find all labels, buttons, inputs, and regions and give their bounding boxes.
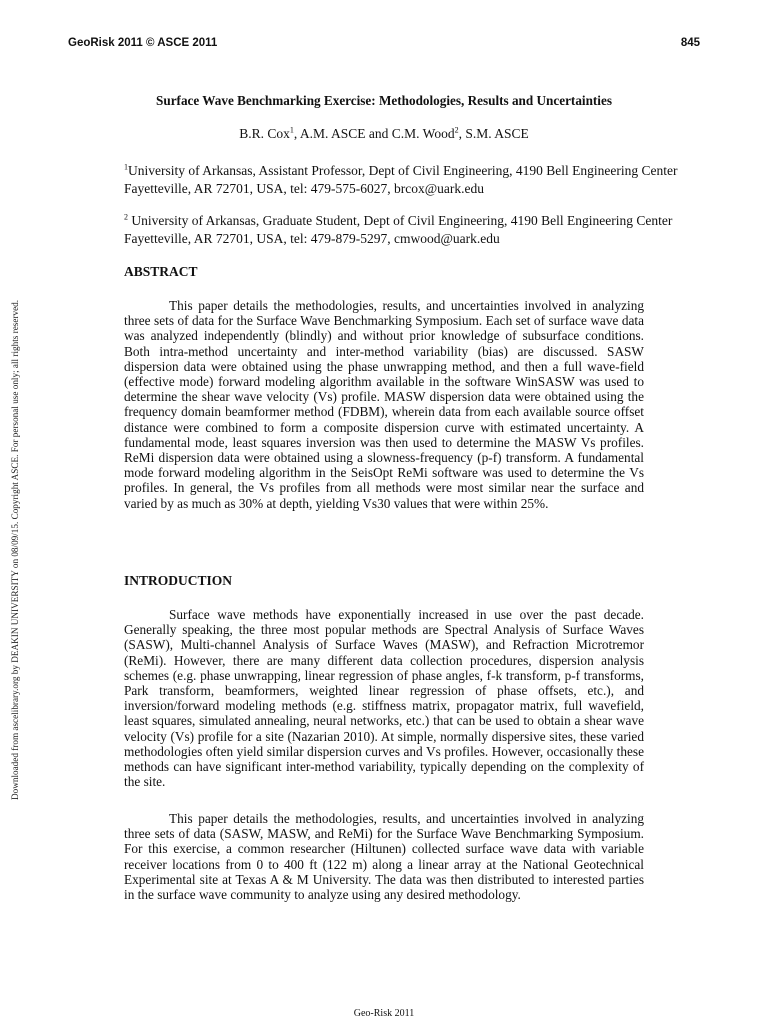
running-header xyxy=(68,37,700,53)
affiliation-2 xyxy=(124,212,708,247)
author-line xyxy=(68,126,700,142)
author-superscript: 2 xyxy=(454,125,459,135)
affiliation-superscript: 2 xyxy=(124,212,128,222)
abstract-heading: ABSTRACT xyxy=(124,264,198,279)
page-footer: Geo-Risk 2011 xyxy=(353,1008,415,1019)
author-suffix: , S.M. ASCE xyxy=(458,126,529,141)
author-name: C.M. Wood xyxy=(391,126,455,141)
page-number: 845 xyxy=(680,37,700,49)
journal-citation: GeoRisk 2011 © ASCE 2011 xyxy=(68,37,218,49)
introduction-paragraph: This paper details the methodologies, results, and uncertainties involved in analyzing three sets of data (SASW, MASW, and ReMi) for the Surface Wave Benchmarking Symposium. For this exercise, a common researcher (Hiltunen) collected surface wave data with variable receiver locations from 0 to 400 ft (122 m) along a linear array at the National Geotechnical Experimental site at Texas A & M University. The data was then distributed to interested parties in the surface wave community to analyze using any desired methodology. xyxy=(124,811,644,903)
author-name: B.R. Cox xyxy=(239,126,290,141)
affiliation-text: University of Arkansas, Assistant Professor, Dept of Civil Engineering, 4190 Bell Engineering Center Fayetteville, AR 72701, USA, tel: 479-575-6027, brcox@uark.edu xyxy=(124,163,678,196)
paper-title: Surface Wave Benchmarking Exercise: Methodologies, Results and Uncertainties xyxy=(156,93,612,108)
introduction-heading: INTRODUCTION xyxy=(124,573,233,588)
abstract-paragraph: This paper details the methodologies, results, and uncertainties involved in analyzing three sets of data for the Surface Wave Benchmarking Symposium. Each set of surface wave data was analyzed independently (blindly) and without prior knowledge of subsurface conditions. Both intra-method uncertainty and inter-method variability (bias) are discussed. SASW dispersion data were obtained using the phase unwrapping method, and then a full wave-field (effective mode) forward modeling algorithm available in the software WinSASW was used to determine the shear wave velocity (Vs) profile. MASW dispersion data were obtained using the frequency domain beamformer method (FDBM), wherein data from each available source offset distance were combined to form a composite dispersion curve with estimated uncertainty. A fundamental mode, least squares inversion was then used to determine the MASW Vs profiles. ReMi dispersion data were obtained using a slowness-frequency (p-f) transform. A fundamental mode forward modeling algorithm in the SeisOpt ReMi software was used to determine the Vs profiles. In general, the Vs profiles from all methods were most similar near the surface and varied by as much as 30% at depth, yielding Vs30 values that were within 25%. xyxy=(124,298,644,511)
author-superscript: 1 xyxy=(289,125,294,135)
affiliation-superscript: 1 xyxy=(124,162,128,172)
affiliation-text: University of Arkansas, Graduate Student, Dept of Civil Engineering, 4190 Bell Engineering Center Fayetteville, AR 72701, USA, tel: 479-879-5297, cmwood@uark.edu xyxy=(124,213,673,246)
affiliation-1 xyxy=(124,162,708,197)
author-suffix: , A.M. ASCE and xyxy=(293,126,392,141)
download-notice: Downloaded from ascelibrary.org by DEAKIN UNIVERSITY on 08/09/15. Copyright ASCE. For personal use only; all rights reserved. xyxy=(10,299,20,800)
introduction-paragraph: Surface wave methods have exponentially increased in use over the past decade. Generally speaking, the three most popular methods are Spectral Analysis of Surface Waves (SASW), Multi-channel Analysis of Surface Waves (MASW), and Refraction Microtremor (ReMi). However, there are many different data collection procedures, dispersion analysis schemes (e.g. phase unwrapping, linear regression of phase angles, f-k transform, p-f transforms, Park transform, beamformers, weighted linear regression of phase offsets, etc.), and inversion/forward modeling methods (e.g. stiffness matrix, propagator matrix, full wavefield, least squares, simulated annealing, neural networks, etc.) that can be used to obtain a shear wave velocity (Vs) profile for a site (Nazarian 2010). At simple, normally dispersive sites, these varied methodologies often yield similar dispersion curves and Vs profiles. However, occasionally these methods can have significant inter-method variability, typically depending on the complexity of the site. xyxy=(124,607,644,790)
